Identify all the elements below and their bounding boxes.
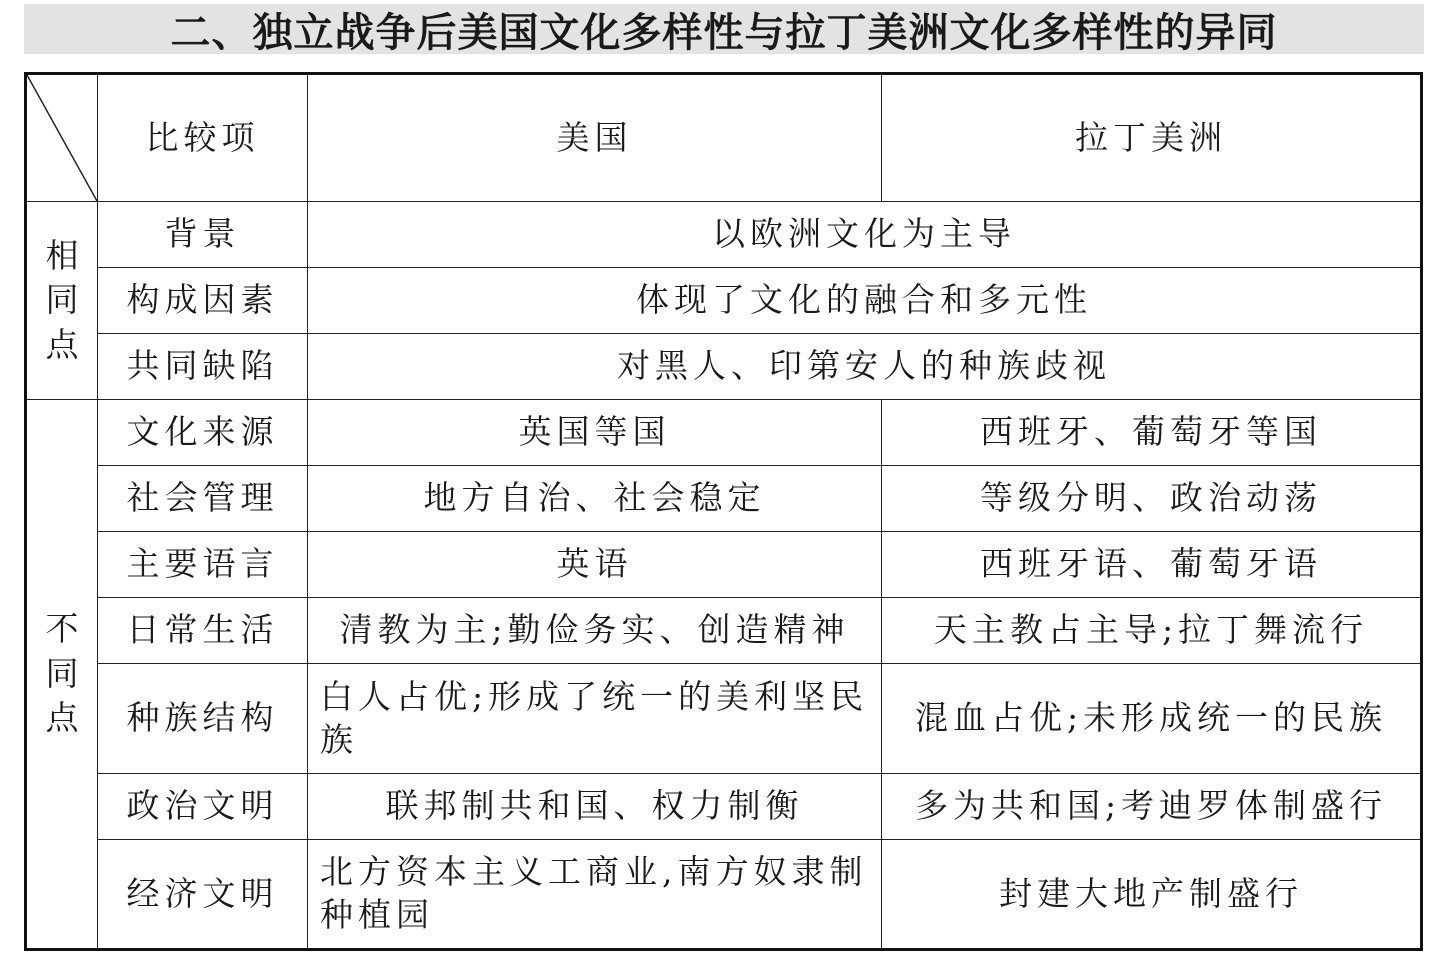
row-shared-value: 以欧洲文化为主导	[308, 202, 1422, 268]
row-usa: 英国等国	[308, 400, 882, 466]
row-latam: 等级分明、政治动荡	[882, 466, 1422, 532]
row-latam: 天主教占主导;拉丁舞流行	[882, 598, 1422, 664]
table-row	[26, 664, 1422, 774]
title-bar	[24, 4, 1424, 54]
header-usa: 美国	[308, 74, 882, 202]
row-item: 种族结构	[98, 664, 308, 774]
row-usa: 北方资本主义工商业,南方奴隶制种植园	[308, 840, 882, 950]
row-latam: 西班牙、葡萄牙等国	[882, 400, 1422, 466]
diff-group-label: 不 同 点	[26, 400, 98, 950]
row-usa: 白人占优;形成了统一的美利坚民族	[308, 664, 882, 774]
diagonal-line	[27, 75, 97, 201]
table-header-row	[26, 74, 1422, 202]
row-item: 政治文明	[98, 774, 308, 840]
header-latam: 拉丁美洲	[882, 74, 1422, 202]
row-usa: 英语	[308, 532, 882, 598]
row-item: 共同缺陷	[98, 334, 308, 400]
page-title: 二、独立战争后美国文化多样性与拉丁美洲文化多样性的异同	[170, 9, 1278, 56]
table-row	[26, 466, 1422, 532]
row-latam: 封建大地产制盛行	[882, 840, 1422, 950]
row-usa: 地方自治、社会稳定	[308, 466, 882, 532]
row-latam: 混血占优;未形成统一的民族	[882, 664, 1422, 774]
row-usa: 联邦制共和国、权力制衡	[308, 774, 882, 840]
row-usa: 清教为主;勤俭务实、创造精神	[308, 598, 882, 664]
table-row	[26, 774, 1422, 840]
header-item: 比较项	[98, 74, 308, 202]
diagonal-corner-cell	[26, 74, 98, 202]
table-row	[26, 400, 1422, 466]
table-row	[26, 598, 1422, 664]
row-item: 背景	[98, 202, 308, 268]
table-row	[26, 840, 1422, 950]
row-latam: 多为共和国;考迪罗体制盛行	[882, 774, 1422, 840]
table-row	[26, 202, 1422, 268]
row-latam: 西班牙语、葡萄牙语	[882, 532, 1422, 598]
row-item: 文化来源	[98, 400, 308, 466]
row-item: 主要语言	[98, 532, 308, 598]
row-shared-value: 体现了文化的融合和多元性	[308, 268, 1422, 334]
row-item: 社会管理	[98, 466, 308, 532]
table-row	[26, 268, 1422, 334]
row-shared-value: 对黑人、印第安人的种族歧视	[308, 334, 1422, 400]
row-item: 日常生活	[98, 598, 308, 664]
table-row	[26, 532, 1422, 598]
table-row	[26, 334, 1422, 400]
same-group-label: 相 同 点	[26, 202, 98, 400]
row-item: 经济文明	[98, 840, 308, 950]
comparison-table	[24, 72, 1423, 951]
row-item: 构成因素	[98, 268, 308, 334]
